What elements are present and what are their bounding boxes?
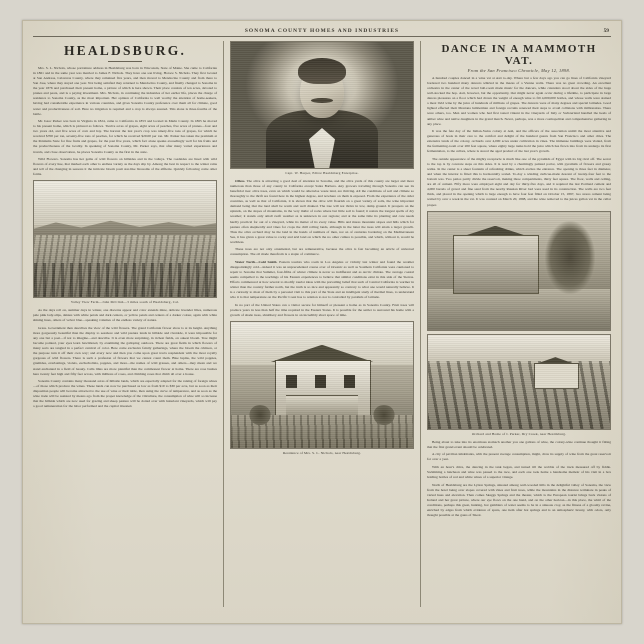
residence-image <box>230 321 414 449</box>
valley-view-farm-image <box>33 180 217 298</box>
paragraph: Grass. Government then describes the view of the wild flowers. The grand California flower show is at its height. Anything more gorgeously beautiful than the display to seashore and wild pasture lands in hillside and riverside, it were impossible for any one but a poet—if not to imagine—and describe. It is even more surprising, in richest fields, on oakest bloom. Tree might become pointed, your eyes learn bewildered, by examining the galloping outdoors. There are great fields in which flowers of many sorts are tangled in a perfect carnival of color. Here come exclusive faintly gatherings, where the bloom the crimson, or the purpose turn it off their own way; and every now and then you come upon great tracts resplendent with the most royally gorgeous of wild flowers. There is such a profusion of flowers that we cannot count them. Blue lupins, the wild poppies, gramidea, everlastings, violets, eschscholtzia, poppies, and more—the names of wild grasses, and others—may mean and we stand enchanted in a field of beauty. Calla lilies are more plentiful than the commonest flower at home. There are rose bushes here twenty feet high and fifty feet across, with millions of roses, and climbing roses that climb all over a house. <box>33 326 217 376</box>
paragraph-text: Eastern tourists who roam in Los Angeles or vicinity last winter and found the weather disappointingly cold—indeed it was an unprecedented course over of Oceanic as well as Southern California were cautioned to repair to Sonoma that Summer, four-fifths of winter climate is never so indifferent and as Arctic climate. The average coastal seems compelled to the teachings of his Eastern experiences to believe that similar conditions exist in this side of the Sierras. Efforts commenced at how several to modify tourist ideas with the prevailing belief that such of Central California is warmer in winter than the country further north, but the truth is so nice and apparently so contrary to what one would naturally believe. It is a curiosity to most of them by a personal visit to this part of the State and an intelligent study of thermal lines, to understand who it is that temperature on the Pacific Coast has to relation to nor is controlled by parallels of latitude. <box>230 259 414 300</box>
paragraph: A hundred couples danced in a wine vat at Asti to-day. Where but a few days ago you can go lines of California vineyard bordered two hundred many dancers whirled in the mazes of a Vienna waltz. There was no great crowding. An excellent orchestra in the center of the novel ball-room made music for the dancers, while calendars stood about the sides of the huge well-stocked the hop. Asti, however, but the opportunity, that might never again occur during a lifetime, to participate in large dances pleasures on a floor which had drawn the weight of enough wine to fill 4,000,000 bottles, and whose walls were stained a most livid wine by the juice of hundreds of millions of grapes. The dancers were of many degrees and special latitudes. Good lighted effected their Montana lumberman and foreign recruits renewed their steps to avoid collisions with millionaires. There were others, too. Men and women who had first tasted vintent in the vineyards of Italy or Switzerland handled the heels of amber wine and native daughters in the grand march. Never, perhaps, was a more cosmopolitan and comprehensive gathering in any place. <box>427 76 611 126</box>
paragraph: These trees are not only ornamental, but are remunerative, because the olive is fast becoming an article of universal consumption. The oil made therefrom is a staple of commerce. <box>230 247 414 257</box>
figure-caption: Valley View Farm—John McClish—3 miles south of Healdsburg, Cal. <box>70 300 180 305</box>
figure-vats-vineyard <box>427 211 611 331</box>
paragraph-text: The olive is attracting a good deal of attention in Sonoma, and the olive yards of this county are larger and more numerous than those of any county in California except Santa Barbara. Any growers traveling through Sonoma can see its beneficial tree: olive trees, even on which would be otherwise waste land, are thriving. All the conditions of soil and climate so thoroughly to the thrift are found here in the highest degree, and nowhere on them is exposed. From the experience of the older countries, as well as that of California, it is shown that the olive will flourish on a great variety of soils, the wine important demand being that the land shall be warm and well drained. The tree will not thrive in low, damp ground. It prospers on the uplands, on the slopes of mountains, in the very midst of rocks where but little soil is found; it resists the longest spells of dry weather; it stands only small swift weather as is unknown in our regions; and at the same time its planting and care needs hardly practical for out of a vineyard, while its matter of its every value. Hills and mares mountain slopes and hills which for pasture often shepherdly and vines for crops the chill rolling lands, although in the latter the trees will attain a larger growth. Thus the olive orchard may be the land in the hands of numbers of men, not on of centuries bordering on the Mediterranean Sea, it has given a great value to rocky and arid land on which the no other culture is possible, and which, without it, would be worthless. <box>230 179 414 244</box>
road-region <box>428 289 610 329</box>
paragraph: As the days roll on, summer days in winter, one discerns appear and color extends mine, delicate lavender lilies, numerous pale pink lady-slips, daisies with white petals and dark centers, or yellow petals and centers of a darker colour, again with white shining hues, others of velvet blue—speaking volumes of the endless variety of nature. <box>33 308 217 323</box>
tree-line <box>34 263 216 298</box>
portrait-moustache <box>311 98 333 103</box>
article-subhead: From the San Francisco Chronicle, May 12, 1898. <box>467 68 571 73</box>
figure-caption: Residence of Mrs. S. L. Nichols, near Healdsburg. <box>282 451 362 456</box>
running-head-title: SONOMA COUNTY HOMES AND INDUSTRIES <box>244 28 400 34</box>
column-divider <box>223 41 224 607</box>
paragraph: In no part of the United States can a visitor secure for himself or pleasant a home as in Sonoma County. Fruit trees will produce years in less than half the time required in the Eastern States. It is possible for the settler to surround his home with a growth of shade trees, shrubbery and flowers in an incredibly short space of time. <box>230 302 414 318</box>
paragraph: Mr. Isaac Parker was born in Virginia in 1824, came to California in 1853 and located in Marin County. In 1865 he moved to his present home, which is pictured as follows. Twelve acres of grapes, eight acres of peaches, five acres of prunes—four and two years old, and five acres of corn and hay. The harvest the last year's crop was ninety-five tons of grapes, for which he received $700 per ton, seventy-five tons of peaches, for which he received $20.00 per ton. Mr. Parker has taken the premium at the Petaluma State for fine fruits and grapes, for the past five years, which fact alone speaks exceedingly well for his fruits and the productiveness of the locality. In speaking of Sonoma County, Mr. Parker says, that after many varied experiences and travels, and close observation, he places Sonoma County as the first in the state. <box>33 119 217 154</box>
left-column <box>33 41 217 607</box>
orchard-image <box>427 334 611 430</box>
window <box>315 375 326 388</box>
paragraph: The outside appearance of the mighty receptacle is much like one of the pyramids of Egypt with its big rival off. The secret to the top is by concrete steps on this sides. It is read by a charmingly painted parlor, with pyramids of flowers and grassy walks. In the center is a sheer fountain of refreshing drinks, which excites the entrance. The opening is three feet in diameter, and when the interior is fitted this is horizontally scaled. To-day a winding curlicue-made descent of twenty-four feet to the bottom was. Two patios partly divide the reservoir, making three compartments, thirty feet square. The floor, walls and ceiling, are all of cement. Fifty more were employed eight and day for thirty-five days, and it required the last Portland cement and 4,000 barrels of gravel and fine sand from the nearby Russian River bed were used in its construction. The walls are two feet thick, and placed in the opening which is large enough to have four feet filled on October 15, 1897, two stores cement being waited by over a week in the vat. It was counted on March 20, 1898, and the wine removed to the juices gallon vat in the cellar proper. <box>427 156 611 207</box>
paragraph: With an hour's drive, the dancing in the tank began, and turned till the wobble of the track measured off by fiddle. Swimming a luncheon and wine was passed to the race, and each one took home a handsome memoir of his visit in a box holding bottles of red and white wines of a superior vintage. <box>427 464 611 479</box>
figure-portrait-harper <box>230 41 414 175</box>
portrait-hair <box>298 58 346 84</box>
article-headline-healdsburg: HEALDSBURG. <box>63 43 187 58</box>
paragraph: A city of pavilion inhabitants, with the present average consumption, might, draw its supply of wine from the great reservoir for over a year. <box>427 452 611 462</box>
paragraph: Being about to take into its enormous stomach another you one gallons of wine, the colony-wine continue thought it fitting that the first grand event should be celebrated. <box>427 439 611 449</box>
paragraph: Mrs. S. L. Nichols, whose portraiture address in Healdsburg was born in Wisconsin, State of Maine. She came to California in 1861 and in the same year was married to James F. Nichols. They have one son living, Horace S. Nichols. They first located at San Andreas, Calaveras County, where they remained five years, and then moved to Mendocino County and from there to San Jose, where they stayed one year. Not being satisfied they returned to Mendocino County, and finally changed to Sonoma in the year 1876 and purchased their present home, a picture of which is here shown. Their place consists of ten acres, devoted to prunes and pears, and is a paying investment. Mrs. Nichols, in continuing the industries of her earlier life, places the charge of residence to Sonoma County, as the most important. Her opinion of California is well worthy the attention of home-seekers, having had considerable experience in various countries, and gives Sonoma County preference over them all for climate, good water and productiveness of soil. Here no irrigation is required and a crop is always assured. This alone is three-fourths of the battle. <box>33 66 217 116</box>
page-folio: 59 <box>603 28 609 34</box>
running-head <box>33 28 611 37</box>
column-divider <box>420 41 421 607</box>
building-body <box>453 235 539 294</box>
figure-orchard-parker <box>427 334 611 436</box>
paragraph: Sonoma County contains many thousand acres of hillside lands, which are especially adapted for the raising of foreign wines—of those which produce the wines. These lands can now be purchased as low as from $10 to $30 per acre, but as soon as their disposition people will become attracted to the use of wine or their table, then using the curve of temperance, and as soon as the wine trade will be assisted by means ago from the proper knowledge of the viticulture, the consumption of wine will so increase that the hillside which are now used for grazing and sheep pasture will be dotted over with luxuriant vineyards, which will pay a good remuneration for the labor performed and the capital invested. <box>33 379 217 409</box>
paragraph: It was the fete day of the Italian-Swiss colony at Asti, and the officers of the association untild the most attentive and generous of hosts in their care to the comfort and delight of the hundred guests from San Francisco and other cities. The extensive lands of the colony, orchards over 4,000 acres under cultivation in vines. The immense buildings were visited, from the fermenting-room over 200 feet square, where eighty large tanks hold the juice which has flown into from its undergo its first fermentation, to the cellars, where is stored the aged product of the last year's growth. <box>427 129 611 154</box>
paragraph: North of Healdsburg are the Lytton Springs, situated among well-wooded hills in the delightful valley of Sonoma, the view from the hotel being over slopes covered with vines and fruit trees, while the mountains in the distance terminate in peaks of varied hues and elevation. Then comes Skaggs Springs and the theater, which is the European tourist brings back visions of Ireland and her great picture, where our eye flows on the one hand, and on the other horizon—in this place, the whirl of the conditions, perhaps this great, hunting, hot gamblers of water seems to be in a sinuous croy, as the fitness of a gloomy ravine, enriched by edges from which evidence of spurs, one item after hot springs and is an atmospheric luxury, with odors, only thought possible at the gates of Sheol. <box>427 482 611 517</box>
paragraph-runin: Olives. <box>235 179 246 183</box>
paragraph-olives <box>230 179 414 245</box>
figure-residence-nichols <box>230 321 414 455</box>
right-column <box>427 41 611 607</box>
headline-rule <box>108 61 142 62</box>
paragraph-runin: Water North—Cold Smith. <box>235 259 278 264</box>
house-body <box>534 363 580 389</box>
article-headline-dance-in-a-mammoth-vat: DANCE IN A MAMMOTH VAT. <box>441 43 597 67</box>
center-column <box>230 41 414 607</box>
orchard-rows <box>428 361 610 429</box>
portrait-caption: Capt. W. Harper, Editor Healdsburg Enterprise. <box>285 171 359 175</box>
sky-region <box>428 335 610 363</box>
figure-caption: Orchard and Home of I. Parker, Dry Creek, near Healdsburg. <box>471 431 567 436</box>
figure-valley-view-farm <box>33 180 217 304</box>
column-grid <box>33 41 611 607</box>
magazine-page <box>22 20 622 624</box>
sky-region <box>34 181 216 225</box>
tree-canopy <box>545 221 596 294</box>
house-porch <box>286 395 359 416</box>
portrait-image <box>230 41 414 169</box>
paragraph: Wild Flowers. Sonoma has her gems of wild flowers on hillsides and in the valleys. The roadsides are lined with wild flowers of every hue, that marked each other is endless variety as the days slip by. Among the best in respect to the winter rains and tell of the changing in seasons it the intricate bloom posit star-like blossoms of the alfilerie. Quickly following come other forms. <box>33 157 217 177</box>
window <box>344 375 355 388</box>
paragraph-water-north <box>230 260 414 301</box>
vats-vineyard-image <box>427 211 611 331</box>
window <box>286 375 297 388</box>
